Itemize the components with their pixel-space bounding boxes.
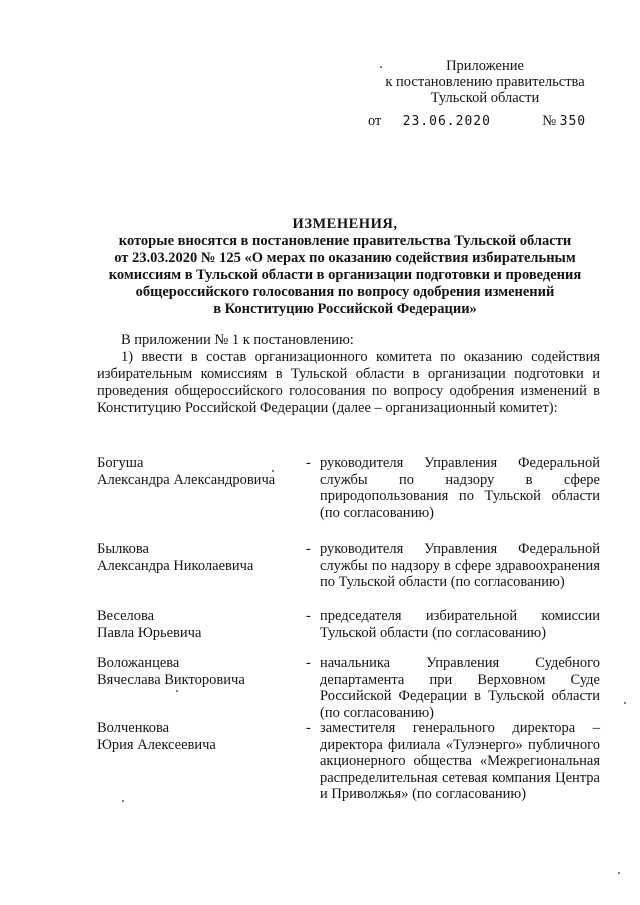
member-dash: - xyxy=(306,455,311,471)
appendix-line-1: Приложение xyxy=(446,58,524,74)
member-given-names: Вячеслава Викторовича xyxy=(97,671,245,688)
member-surname: Былкова xyxy=(97,541,149,557)
member-given-names: Юрия Алексеевича xyxy=(97,736,216,753)
member-dash: - xyxy=(306,541,311,557)
member-surname: Волченкова xyxy=(97,720,170,736)
member-surname: Воложанцева xyxy=(97,655,180,671)
member-name xyxy=(97,541,297,574)
decree-date: 23.06.2020 xyxy=(402,114,491,129)
scan-speck xyxy=(618,872,620,874)
document-heading xyxy=(90,216,600,318)
heading-line-2: от 23.03.2020 № 125 «О мерах по оказанию содействия избирательным xyxy=(114,250,576,266)
number-label: № xyxy=(542,113,557,129)
member-dash: - xyxy=(306,655,311,671)
member-given-names: Павла Юрьевича xyxy=(97,624,202,641)
scan-speck xyxy=(122,800,124,802)
decree-reference xyxy=(368,113,586,130)
appendix-line-2: к постановлению правительства xyxy=(385,74,585,90)
heading-line-4: общероссийского голосования по вопросу одобрения изменений xyxy=(135,284,555,300)
member-role: председателя избирательной комиссии Тульской области (по согласованию) xyxy=(320,608,600,641)
appendix-header xyxy=(360,58,610,106)
heading-line-3: комиссиям в Тульской области в организации подготовки и проведения xyxy=(108,267,582,283)
member-given-names: Александра Николаевича xyxy=(97,557,254,574)
heading-line-1: которые вносятся в постановление правительства Тульской области xyxy=(118,233,572,249)
intro-paragraph-2: 1) ввести в состав организационного комитета по оказанию содействия избирательным комиссиям в Тульской области в организации подготовки и проведения общероссийского голосования по вопросу одобрения изменений в Конституцию Российской Федерации (далее – организационный комитет): xyxy=(97,349,600,416)
intro-section xyxy=(97,332,600,417)
member-name xyxy=(97,455,297,488)
scan-speck xyxy=(272,470,274,472)
member-role: заместителя генерального директора – директора филиала «Тулэнерго» публичного акционерного общества «Межрегиональная распределительная сетевая компания Центра и Приволжья» (по согласованию) xyxy=(320,720,600,802)
scan-speck xyxy=(624,702,626,704)
scan-speck xyxy=(176,690,178,692)
member-name xyxy=(97,655,297,688)
member-role: руководителя Управления Федеральной службы по надзору в сфере здравоохранения по Тульской области (по согласованию) xyxy=(320,541,600,590)
member-surname: Веселова xyxy=(97,608,155,624)
member-surname: Богуша xyxy=(97,455,144,471)
member-dash: - xyxy=(306,720,311,736)
heading-title: ИЗМЕНЕНИЯ, xyxy=(292,216,398,232)
member-role: начальника Управления Судебного департамента при Верховном Суде Российской Федерации в Тульской области (по согласованию) xyxy=(320,655,600,721)
decree-number: 350 xyxy=(559,114,587,129)
member-name xyxy=(97,608,297,641)
member-dash: - xyxy=(306,608,311,624)
member-role: руководителя Управления Федеральной службы по надзору в сфере природопользования по Тульской области (по согласованию) xyxy=(320,455,600,521)
member-given-names: Александра Александровича xyxy=(97,471,276,488)
member-name xyxy=(97,720,297,753)
scan-speck xyxy=(380,66,382,68)
from-label: от xyxy=(368,113,382,129)
intro-paragraph-1: В приложении № 1 к постановлению: xyxy=(121,332,354,348)
appendix-line-3: Тульской области xyxy=(430,90,540,106)
heading-line-5: в Конституцию Российской Федерации» xyxy=(213,301,477,317)
